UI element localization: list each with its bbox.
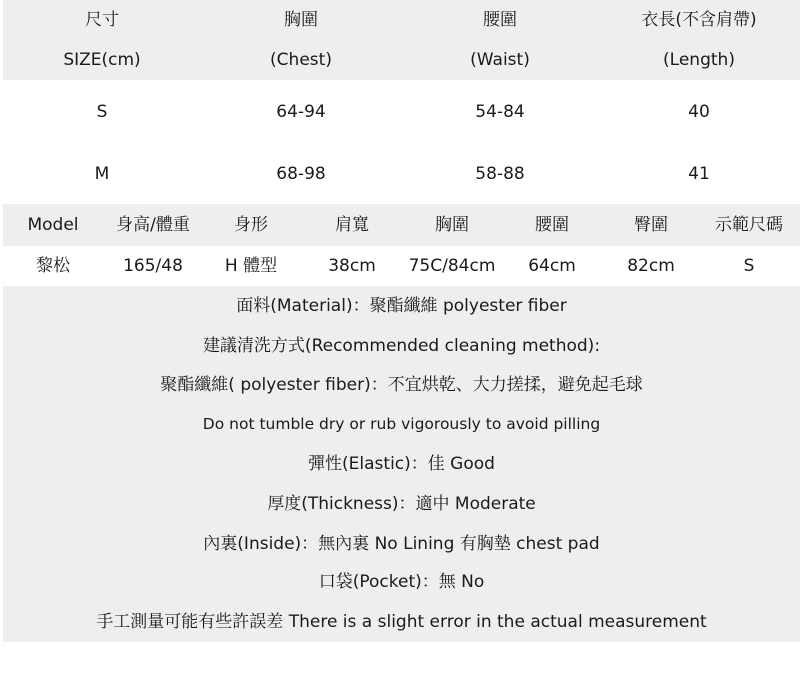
header-demo-size: 示範尺碼 (715, 215, 783, 235)
header-chest-en: (Chest) (270, 50, 332, 70)
chest-value: 64-94 (276, 102, 326, 122)
header-waist-zh: 腰圍 (483, 10, 517, 30)
cleaning-en-line: Do not tumble dry or rub vigorously to avoid pilling (202, 415, 601, 433)
model-name: 黎松 (36, 256, 70, 276)
header-model: Model (27, 215, 79, 235)
size-label: M (94, 164, 110, 184)
model-shoulder: 38cm (328, 256, 376, 276)
waist-value: 54-84 (475, 102, 525, 122)
size-table-header (3, 0, 800, 80)
header-waist: 腰圍 (535, 215, 569, 235)
waist-value: 58-88 (475, 164, 525, 184)
header-height-weight: 身高/體重 (116, 215, 190, 235)
size-row-m (3, 154, 800, 194)
model-waist: 64cm (528, 256, 576, 276)
model-demo-size: S (743, 256, 755, 276)
header-size-zh: 尺寸 (85, 10, 119, 30)
thickness-line: 厚度(Thickness)：適中 Moderate (267, 494, 536, 514)
header-hip: 臀圍 (634, 215, 668, 235)
elastic-line: 彈性(Elastic)：佳 Good (308, 454, 495, 474)
size-label: S (96, 102, 108, 122)
product-info-block (3, 286, 800, 642)
model-body-shape: H 體型 (224, 256, 278, 276)
model-hip: 82cm (627, 256, 675, 276)
header-length-en: (Length) (663, 50, 735, 70)
size-header-row-en (3, 40, 800, 80)
header-length-zh: 衣長(不含肩帶) (641, 10, 757, 30)
model-height-weight: 165/48 (123, 256, 183, 276)
cleaning-zh-line: 聚酯纖維( polyester fiber)：不宜烘乾、大力搓揉，避免起毛球 (160, 375, 643, 395)
header-size-en: SIZE(cm) (63, 50, 141, 70)
measurement-note: 手工測量可能有些許誤差 There is a slight error in the actual measurement (96, 612, 707, 632)
size-header-row-zh (3, 0, 800, 40)
model-table-header (3, 204, 800, 246)
chest-value: 68-98 (276, 164, 326, 184)
cleaning-title-line: 建議清洗方式(Recommended cleaning method): (202, 336, 601, 356)
header-chest: 胸圍 (435, 215, 469, 235)
pocket-line: 口袋(Pocket)：無 No (318, 572, 485, 592)
size-row-s (3, 92, 800, 132)
length-value: 40 (688, 102, 710, 122)
length-value: 41 (688, 164, 710, 184)
header-chest-zh: 胸圍 (284, 10, 318, 30)
header-body-shape: 身形 (234, 215, 268, 235)
model-row (3, 246, 800, 286)
material-line: 面料(Material)：聚酯纖維 polyester fiber (236, 296, 567, 316)
inside-line: 內裏(Inside)：無內裏 No Lining 有胸墊 chest pad (203, 534, 600, 554)
header-shoulder: 肩寬 (335, 215, 369, 235)
model-chest: 75C/84cm (408, 256, 496, 276)
header-waist-en: (Waist) (470, 50, 530, 70)
